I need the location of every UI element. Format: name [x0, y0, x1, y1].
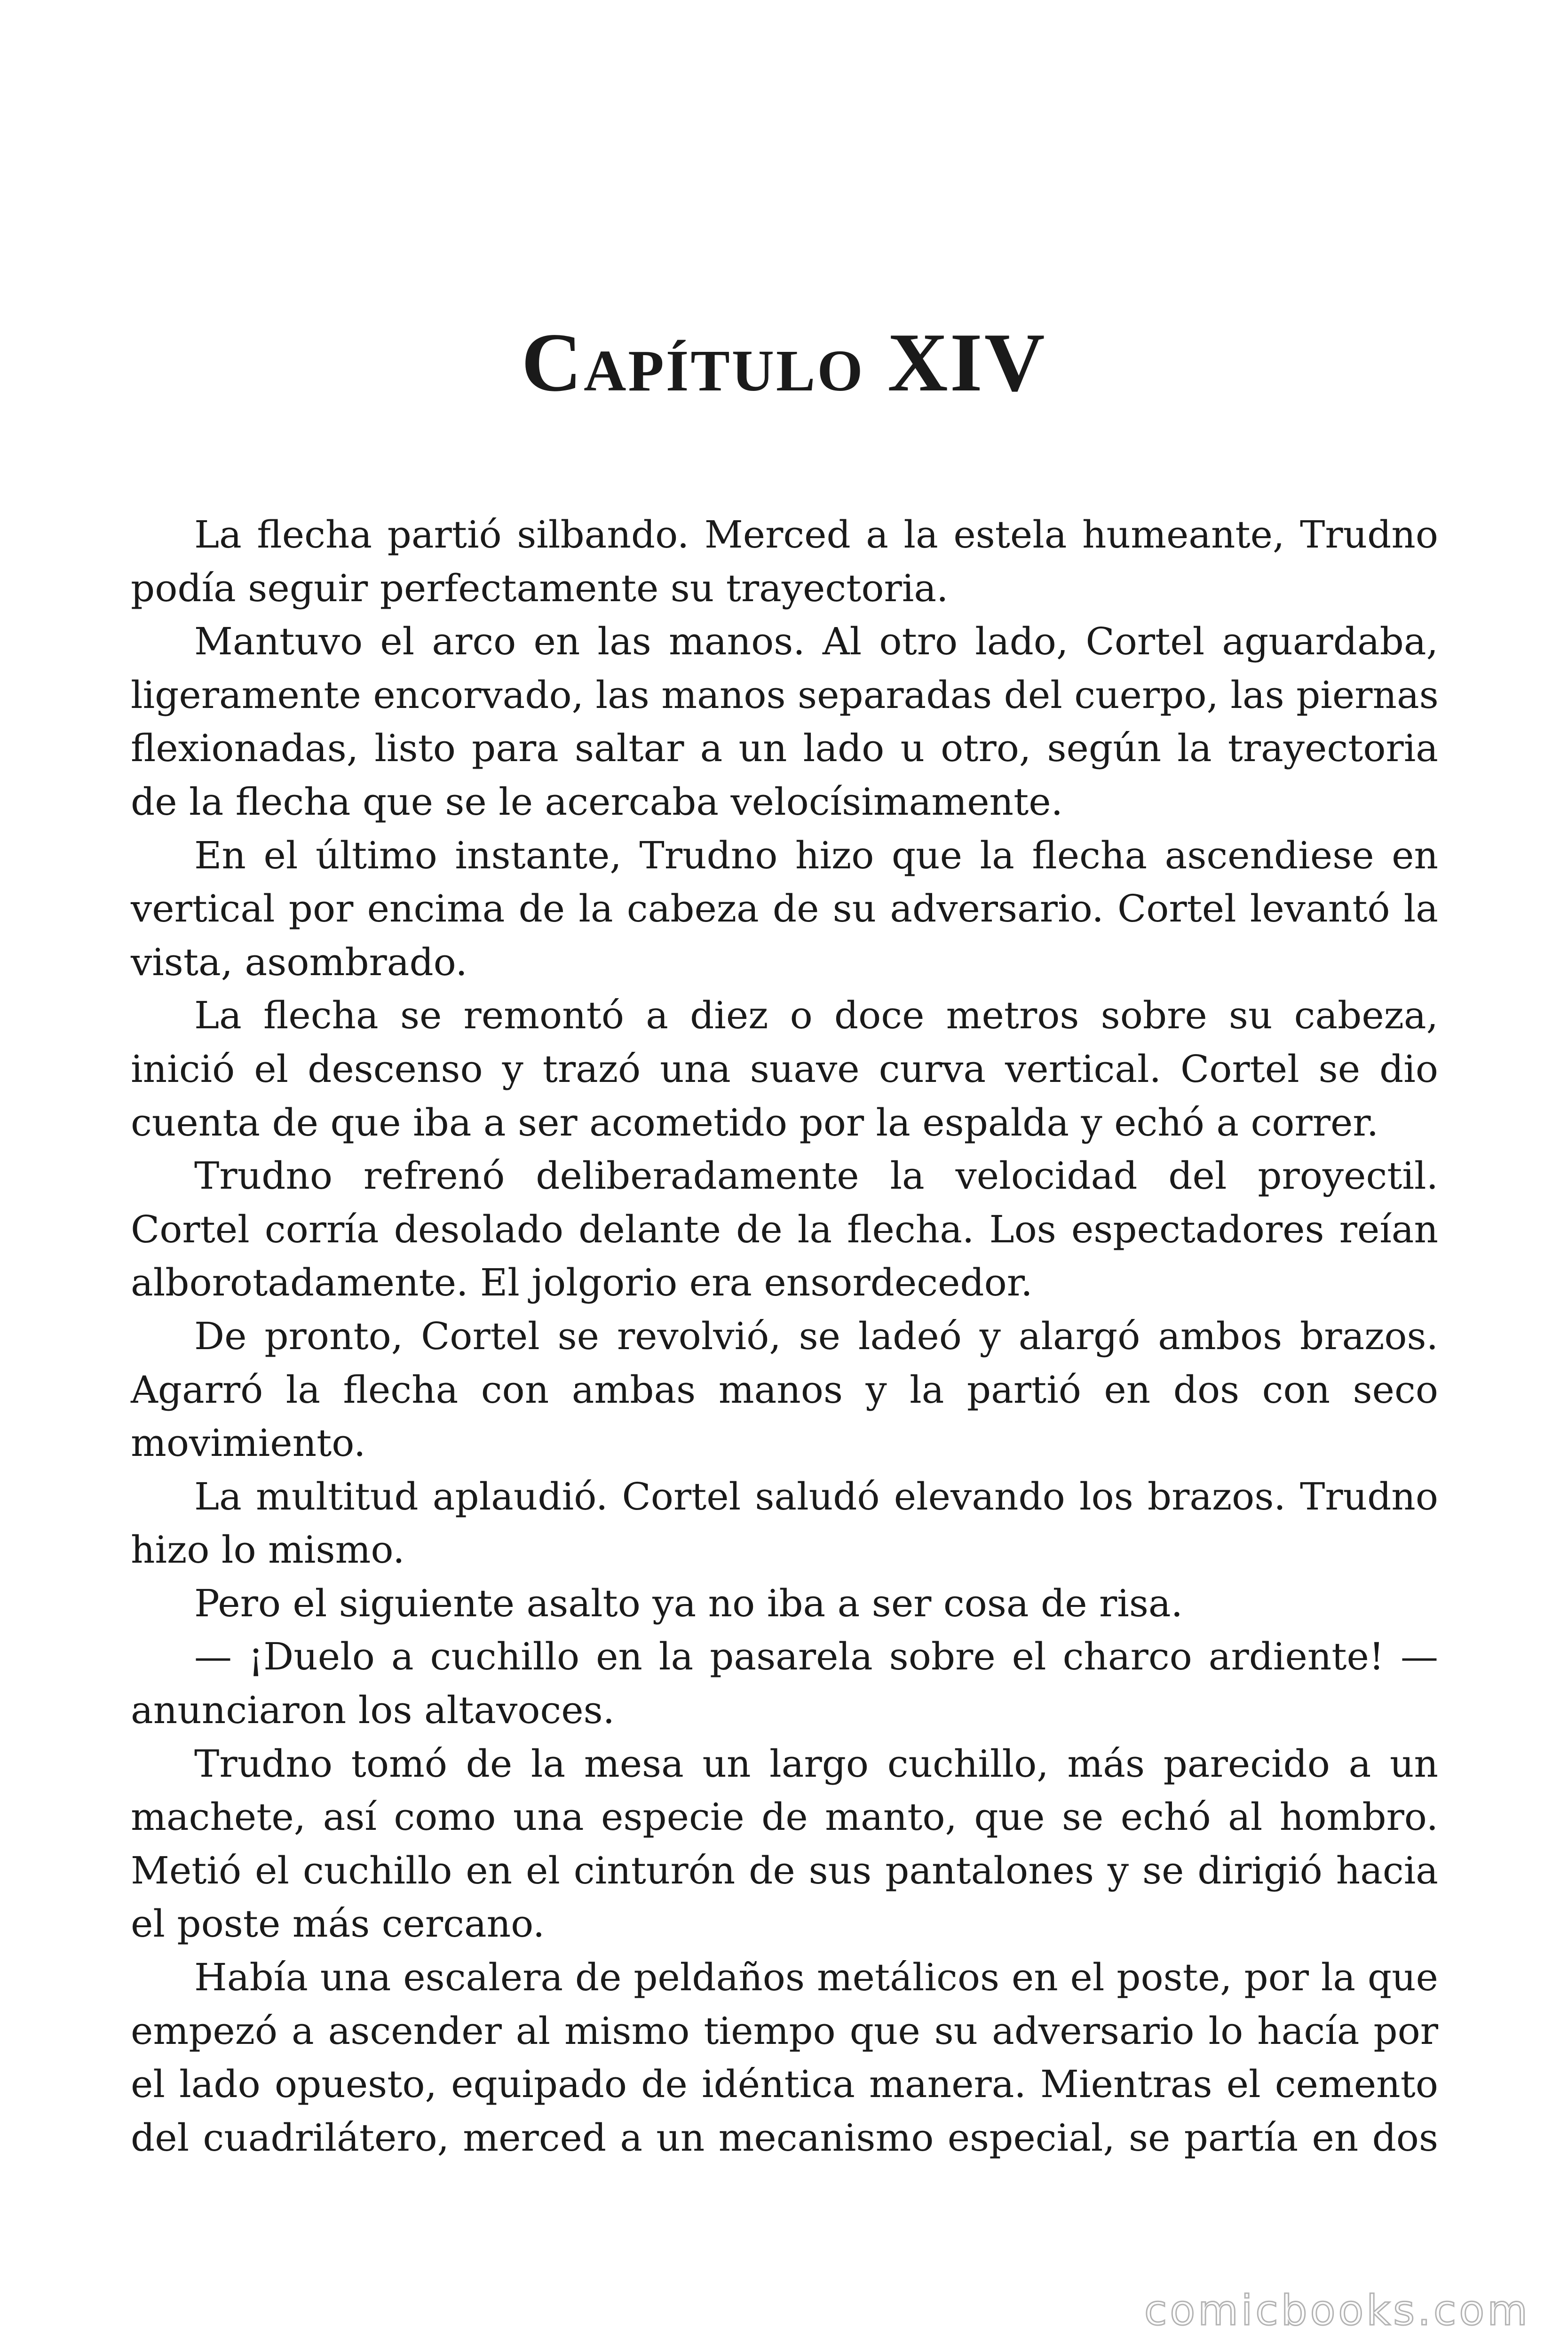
text-line: Trudno refrenó deliberadamente la velocidad del proyectil. — [194, 1154, 1438, 1198]
paragraph — [131, 1577, 1438, 1630]
paragraph — [131, 1737, 1438, 1951]
chapter-title: Capítulo XIV — [521, 316, 1047, 409]
paragraph — [131, 1470, 1438, 1577]
text-line: flexionadas, listo para saltar a un lado u otro, según la trayectoria — [131, 726, 1438, 771]
text-line: de la flecha que se le acercaba velocísimamente. — [131, 779, 1063, 824]
text-line: hizo lo mismo. — [131, 1528, 405, 1572]
paragraph — [131, 615, 1438, 828]
text-line: del cuadrilátero, merced a un mecanismo especial, se partía en dos — [131, 2115, 1438, 2160]
watermark: comicbooks.com — [1144, 2286, 1530, 2335]
paragraph — [131, 1630, 1438, 1737]
chapter-body — [131, 508, 1438, 2164]
text-line: Metió el cuchillo en el cinturón de sus pantalones y se dirigió hacia — [131, 1848, 1438, 1892]
text-line: el poste más cercano. — [131, 1902, 545, 1946]
text-line: En el último instante, Trudno hizo que la flecha ascendiese en — [194, 833, 1438, 877]
paragraph — [131, 1310, 1438, 1470]
text-line: Cortel corría desolado delante de la flecha. Los espectadores reían — [131, 1207, 1438, 1251]
text-line: La flecha se remontó a diez o doce metros sobre su cabeza, — [194, 993, 1438, 1038]
text-line: cuenta de que iba a ser acometido por la espalda y echó a correr. — [131, 1100, 1379, 1144]
paragraph — [131, 1951, 1438, 2164]
text-line: machete, así como una especie de manto, que se echó al hombro. — [131, 1795, 1438, 1839]
text-line: empezó a ascender al mismo tiempo que su adversario lo hacía por — [131, 2009, 1438, 2053]
text-line: vertical por encima de la cabeza de su adversario. Cortel levantó la — [131, 887, 1438, 931]
text-line: inició el descenso y trazó una suave curva vertical. Cortel se dio — [131, 1047, 1438, 1091]
paragraph — [131, 1149, 1438, 1310]
text-line: podía seguir perfectamente su trayectoria. — [131, 566, 949, 610]
text-line: Había una escalera de peldaños metálicos en el poste, por la que — [194, 1955, 1438, 2000]
text-line: anunciaron los altavoces. — [131, 1688, 615, 1732]
text-line: Pero el siguiente asalto ya no iba a ser cosa de risa. — [194, 1581, 1183, 1625]
text-line: La flecha partió silbando. Merced a la estela humeante, Trudno — [194, 513, 1438, 556]
paragraph — [131, 829, 1438, 989]
paragraph — [131, 989, 1438, 1149]
text-line: Agarró la flecha con ambas manos y la partió en dos con seco — [131, 1367, 1438, 1412]
text-line: — ¡Duelo a cuchillo en la pasarela sobre el charco ardiente! — — [194, 1635, 1438, 1679]
text-line: Mantuvo el arco en las manos. Al otro lado, Cortel aguardaba, — [194, 620, 1438, 664]
text-line: De pronto, Cortel se revolvió, se ladeó y alargó ambos brazos. — [194, 1314, 1438, 1358]
paragraph — [131, 508, 1438, 615]
text-line: alborotadamente. El jolgorio era ensordecedor. — [131, 1261, 1033, 1305]
text-line: movimiento. — [131, 1421, 366, 1465]
text-line: el lado opuesto, equipado de idéntica manera. Mientras el cemento — [131, 2062, 1438, 2106]
text-line: La multitud aplaudió. Cortel saludó elevando los brazos. Trudno — [194, 1474, 1438, 1518]
text-line: Trudno tomó de la mesa un largo cuchillo, más parecido a un — [194, 1741, 1438, 1786]
text-line: ligeramente encorvado, las manos separadas del cuerpo, las piernas — [131, 673, 1439, 717]
text-line: vista, asombrado. — [131, 940, 467, 984]
